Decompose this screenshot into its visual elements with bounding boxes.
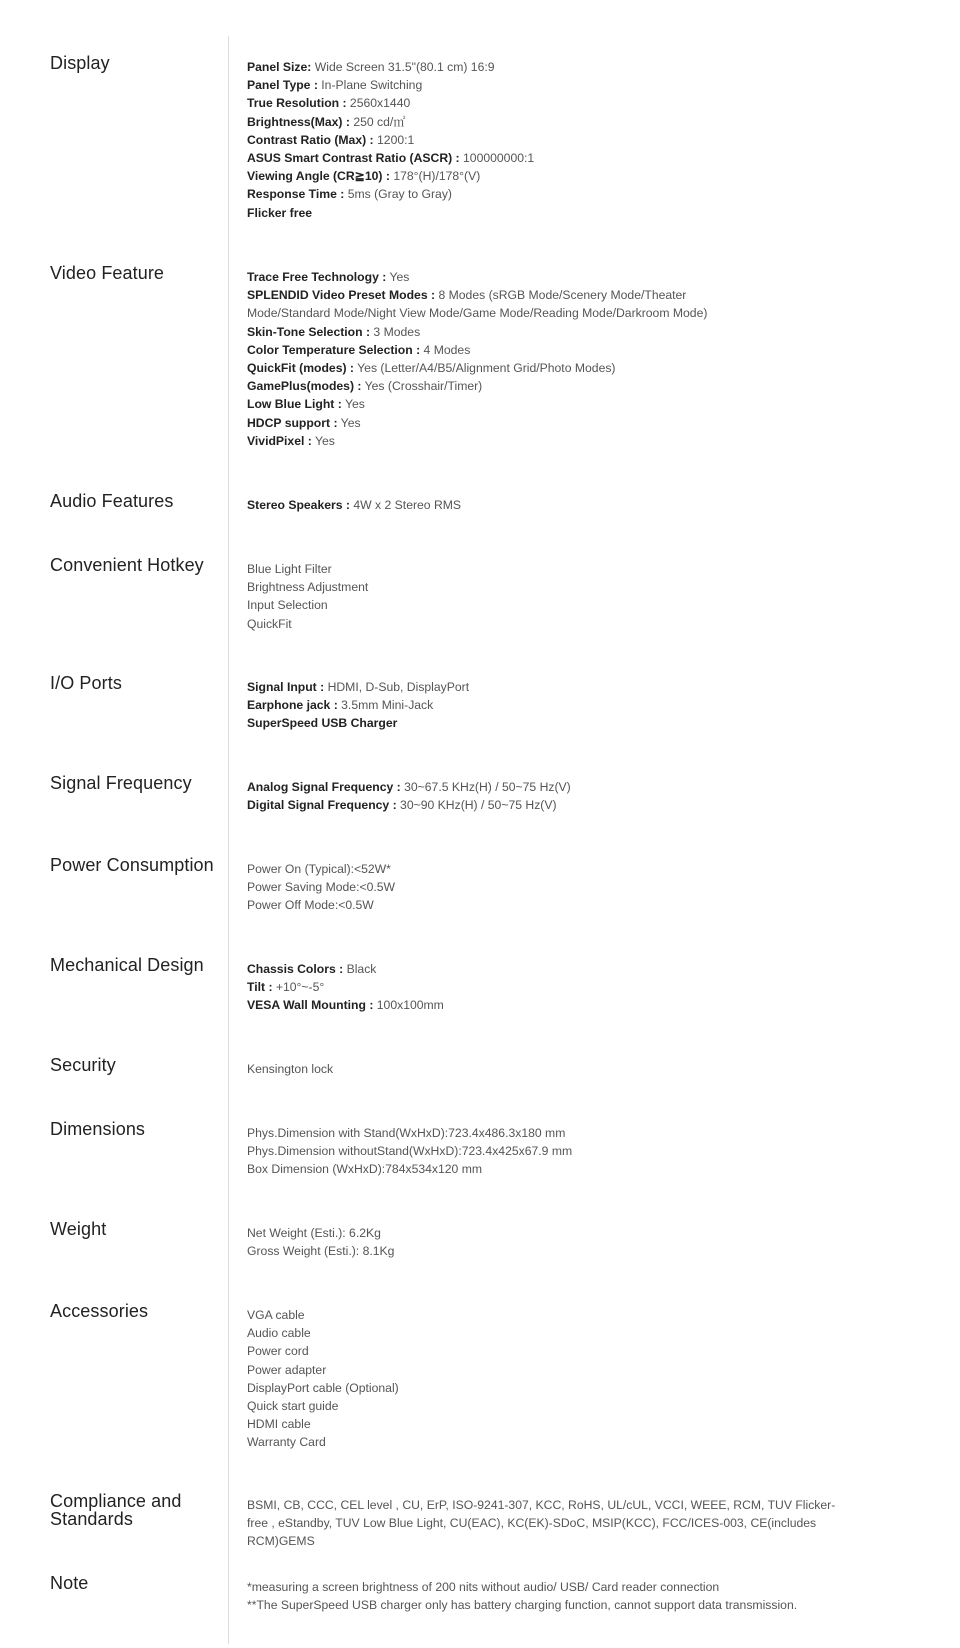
spec-key: Viewing Angle (CR≧10) : <box>247 169 390 184</box>
spec-line <box>247 1224 887 1242</box>
spec-value: Yes <box>311 433 335 448</box>
spec-value: BSMI, CB, CCC, CEL level , CU, ErP, ISO-9241-307, KCC, RoHS, UL/cUL, VCCI, WEEE, RCM, TUV Flicker-free , eStandby, TUV Low Blue Light, CU(EAC), KC(EK)-SDoC, MSIP(KCC), FCC/ICES-003, CE(includes RCM)GEMS <box>247 1498 836 1549</box>
spec-line <box>247 1242 887 1260</box>
spec-line <box>247 778 887 796</box>
spec-values <box>247 268 887 450</box>
spec-line <box>247 414 887 432</box>
spec-line <box>247 1324 887 1342</box>
spec-line <box>247 131 887 149</box>
spec-line <box>247 1496 847 1551</box>
spec-line <box>247 1160 887 1178</box>
spec-value: 178°(H)/178°(V) <box>389 169 481 184</box>
spec-value: Yes (Crosshair/Timer) <box>361 379 483 394</box>
spec-line <box>247 149 887 167</box>
spec-key: Color Temperature Selection : <box>247 342 421 357</box>
spec-values <box>247 496 887 514</box>
spec-key: SuperSpeed USB Charger <box>247 716 398 731</box>
spec-line <box>247 1060 887 1078</box>
spec-value: Audio cable <box>247 1326 311 1341</box>
spec-value: 3.5mm Mini-Jack <box>337 698 434 713</box>
spec-key: VividPixel : <box>247 433 312 448</box>
spec-line <box>247 58 887 76</box>
spec-line <box>247 167 887 185</box>
spec-line <box>247 860 887 878</box>
spec-line <box>247 1433 887 1451</box>
spec-line <box>247 204 887 222</box>
spec-value: 3 Modes <box>370 324 421 339</box>
spec-value: 8 Modes (sRGB Mode/Scenery Mode/Theater Mode/Standard Mode/Night View Mode/Game Mode/Reading Mode/Darkroom Mode) <box>247 288 708 321</box>
spec-value: Net Weight (Esti.): 6.2Kg <box>247 1226 381 1240</box>
spec-value: +10°~-5° <box>272 980 325 995</box>
spec-line <box>247 796 887 814</box>
spec-line <box>247 1578 887 1596</box>
spec-value: Phys.Dimension with Stand(WxHxD):723.4x486.3x180 mm <box>247 1126 566 1140</box>
spec-key: VESA Wall Mounting : <box>247 998 374 1013</box>
spec-line <box>247 286 767 322</box>
spec-line <box>247 359 887 377</box>
spec-value: HDMI cable <box>247 1417 311 1432</box>
spec-values <box>247 1578 887 1614</box>
spec-label: Weight <box>50 1219 107 1239</box>
spec-key: Signal Input : <box>247 680 325 694</box>
spec-label: Security <box>50 1055 116 1075</box>
spec-line <box>247 1306 887 1324</box>
spec-key: Chassis Colors : <box>247 962 344 976</box>
spec-line <box>247 395 887 413</box>
spec-values <box>247 960 887 1015</box>
spec-key: HDCP support : <box>247 415 338 430</box>
spec-key: Flicker free <box>247 205 313 220</box>
spec-value: Power adapter <box>247 1362 327 1377</box>
spec-line <box>247 1397 887 1415</box>
spec-value: Wide Screen 31.5"(80.1 cm) 16:9 <box>311 60 495 74</box>
spec-line <box>247 185 887 203</box>
spec-line <box>247 496 887 514</box>
spec-label: Accessories <box>50 1301 149 1321</box>
spec-key: Stereo Speakers : <box>247 498 350 512</box>
spec-value: 4W x 2 Stereo RMS <box>349 498 462 512</box>
spec-label: Note <box>50 1573 89 1593</box>
spec-value: 30~90 KHz(H) / 50~75 Hz(V) <box>396 798 557 813</box>
spec-line <box>247 323 887 341</box>
spec-values <box>247 860 887 915</box>
spec-key: QuickFit (modes) : <box>247 361 354 376</box>
spec-value: 1200:1 <box>373 132 415 147</box>
spec-label: Mechanical Design <box>50 955 204 975</box>
spec-label: Power Consumption <box>50 855 214 875</box>
spec-key: Contrast Ratio (Max) : <box>247 132 374 147</box>
spec-line <box>247 1596 887 1614</box>
spec-line <box>247 878 887 896</box>
spec-key: Response Time : <box>247 187 345 202</box>
spec-value: Yes <box>341 397 365 412</box>
spec-value: HDMI, D-Sub, DisplayPort <box>324 680 470 694</box>
spec-label: Signal Frequency <box>50 773 192 793</box>
spec-line <box>247 1142 887 1160</box>
spec-key: Trace Free Technology : <box>247 270 387 284</box>
spec-value: Quick start guide <box>247 1399 339 1414</box>
spec-label: Compliance and Standards <box>50 1491 182 1529</box>
spec-values <box>247 678 887 733</box>
spec-label: Display <box>50 53 110 73</box>
spec-value: Power Off Mode:<0.5W <box>247 898 374 913</box>
spec-line <box>247 377 887 395</box>
spec-values <box>247 58 887 222</box>
spec-key: GamePlus(modes) : <box>247 379 362 394</box>
spec-line <box>247 113 887 131</box>
spec-key: Low Blue Light : <box>247 397 342 412</box>
spec-line <box>247 76 887 94</box>
spec-key: Earphone jack : <box>247 698 338 713</box>
spec-values <box>247 1060 887 1078</box>
spec-values <box>247 778 887 814</box>
spec-line <box>247 341 887 359</box>
spec-value: 100x100mm <box>373 998 444 1013</box>
spec-value: **The SuperSpeed USB charger only has battery charging function, cannot support data transmission. <box>247 1598 798 1613</box>
spec-line <box>247 1342 887 1360</box>
spec-value: Yes (Letter/A4/B5/Alignment Grid/Photo Modes) <box>354 361 616 376</box>
spec-line <box>247 896 887 914</box>
spec-line <box>247 714 887 732</box>
spec-key: Panel Type : <box>247 78 318 93</box>
spec-key: Skin-Tone Selection : <box>247 324 371 339</box>
spec-value: Phys.Dimension withoutStand(WxHxD):723.4x425x67.9 mm <box>247 1144 573 1159</box>
spec-value: Input Selection <box>247 598 328 613</box>
spec-value: 4 Modes <box>420 342 471 357</box>
spec-value: 5ms (Gray to Gray) <box>344 187 452 202</box>
spec-label: Video Feature <box>50 263 165 283</box>
spec-key: ASUS Smart Contrast Ratio (ASCR) : <box>247 151 460 166</box>
spec-line <box>247 596 887 614</box>
spec-line <box>247 94 887 112</box>
spec-label: I/O Ports <box>50 673 122 693</box>
spec-values <box>247 1496 887 1551</box>
spec-value: QuickFit <box>247 616 292 631</box>
spec-values <box>247 1306 887 1452</box>
spec-key: SPLENDID Video Preset Modes : <box>247 288 436 303</box>
spec-key: Brightness(Max) : <box>247 114 350 129</box>
spec-values <box>247 560 887 633</box>
spec-values <box>247 1124 887 1179</box>
spec-value: In-Plane Switching <box>317 78 423 93</box>
spec-value: Blue Light Filter <box>247 562 332 576</box>
column-divider <box>228 36 229 1644</box>
spec-value: Brightness Adjustment <box>247 580 369 595</box>
spec-value: Yes <box>337 415 361 430</box>
spec-value: 100000000:1 <box>459 151 535 166</box>
spec-key: Analog Signal Frequency : <box>247 780 401 794</box>
spec-line <box>247 696 887 714</box>
spec-line <box>247 615 887 633</box>
spec-label: Dimensions <box>50 1119 146 1139</box>
spec-line <box>247 960 887 978</box>
spec-line <box>247 432 887 450</box>
spec-value: Power On (Typical):<52W* <box>247 862 391 876</box>
spec-line <box>247 578 887 596</box>
spec-line <box>247 560 887 578</box>
spec-value: 30~67.5 KHz(H) / 50~75 Hz(V) <box>400 780 571 794</box>
spec-key: True Resolution : <box>247 96 347 111</box>
spec-line <box>247 1124 887 1142</box>
spec-line <box>247 678 887 696</box>
spec-value: Box Dimension (WxHxD):784x534x120 mm <box>247 1162 483 1177</box>
spec-label: Audio Features <box>50 491 174 511</box>
spec-line <box>247 268 887 286</box>
spec-value: 250 cd/㎡ <box>349 114 406 129</box>
spec-value: Yes <box>386 270 410 284</box>
spec-value: Gross Weight (Esti.): 8.1Kg <box>247 1244 395 1259</box>
spec-value: Power cord <box>247 1344 309 1359</box>
spec-value: 2560x1440 <box>346 96 411 111</box>
spec-value: Black <box>343 962 377 976</box>
spec-value: DisplayPort cable (Optional) <box>247 1380 399 1395</box>
spec-line <box>247 1361 887 1379</box>
spec-line <box>247 978 887 996</box>
spec-line <box>247 1415 887 1433</box>
spec-line <box>247 1379 887 1397</box>
spec-value: *measuring a screen brightness of 200 nits without audio/ USB/ Card reader connection <box>247 1580 720 1594</box>
spec-value: VGA cable <box>247 1308 305 1322</box>
spec-key: Tilt : <box>247 980 273 995</box>
spec-line <box>247 996 887 1014</box>
spec-value: Power Saving Mode:<0.5W <box>247 880 396 895</box>
spec-label: Convenient Hotkey <box>50 555 204 575</box>
spec-key: Digital Signal Frequency : <box>247 798 397 813</box>
spec-value: Warranty Card <box>247 1435 326 1450</box>
spec-key: Panel Size: <box>247 60 312 74</box>
spec-value: Kensington lock <box>247 1062 334 1076</box>
spec-values <box>247 1224 887 1260</box>
